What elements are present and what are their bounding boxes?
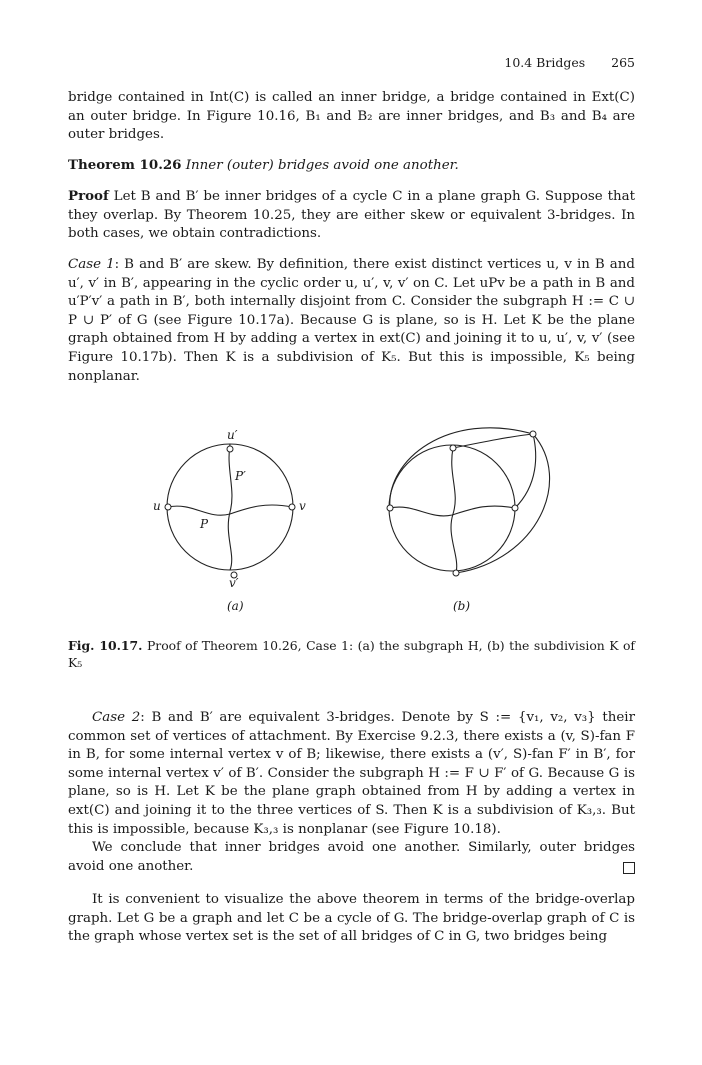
theorem-label: Theorem 10.26 [68,157,182,173]
proof-label: Proof [68,188,109,204]
edge-outer-u-prime [453,434,533,448]
label-v: v [299,499,306,513]
label-p: P [200,517,209,531]
vertex-v [289,504,295,510]
case-2-paragraph [68,709,635,876]
proof-paragraph [68,187,635,244]
label-v-prime: v′ [229,576,239,590]
label-u-prime: u′ [227,428,238,442]
figure-b-graph [387,428,550,613]
theorem-10-26 [68,156,635,176]
path-p-prime-b [451,448,457,573]
label-u: u [153,499,161,513]
label-p-prime: P′ [235,469,246,483]
vertex-u-prime-b [450,445,456,451]
figure-a-graph [153,428,306,613]
vertex-u-b [387,505,393,511]
case-1-label: Case 1 [68,257,115,272]
figure-10-17 [68,420,635,620]
vertex-u [165,504,171,510]
caption-text: Proof of Theorem 10.26, Case 1: (a) the subgraph H, (b) the subdivision K of K₅ [68,638,635,670]
subfigure-b-label: (b) [453,599,471,613]
running-header [504,55,635,70]
vertex-v-b [512,505,518,511]
case-2-label: Case 2 [92,710,141,725]
paragraph-intro: bridge contained in Int(C) is called an inner bridge, a bridge contained in Ext(C) an outer bridge. In Figure 10.16, B₁ and B₂ are inner bridges, and B₃ and B₄ are outer bridges. [68,90,635,143]
figure-caption [68,637,635,671]
subfigure-a-label: (a) [227,599,244,613]
path-p-prime [228,444,232,570]
theorem-statement: Inner (outer) bridges avoid one another. [185,158,459,173]
caption-label: Fig. 10.17. [68,638,143,653]
conclusion-text: We conclude that inner bridges avoid one another. Similarly, outer bridges avoid one another. [68,840,635,874]
case-2-text: : B and B′ are equivalent 3-bridges. Denote by S := {v₁, v₂, v₃} their common set of vertices of attachment. By Exercise 9.2.3, there exists a (v, S)-fan F in B, for some internal vertex v of B; likewise, there exists a (v′, S)-fan F′ in B′, for some internal vertex v′ of B′. Consider the subgraph H := F ∪ F′ of G. Because G is plane, so is H. Let K be the plane graph obtained from H by adding a vertex in ext(C) and joining it to the three vertices of S. Then K is a subdivision of K₃,₃. But this is impossible, because K₃,₃ is nonplanar (see Figure 10.18). [68,710,635,837]
vertex-v-prime-b [453,570,459,576]
proof-text: Let B and B′ be inner bridges of a cycle C in a plane graph G. Suppose that they overlap. By Theorem 10.25, they are either skew or equivalent 3-bridges. In both cases, we obtain contradictions. [68,189,635,242]
case-1-text: : B and B′ are skew. By definition, there exist distinct vertices u, v in B and u′, v′ in B′, appearing in the cyclic order u, u′, v, v′ on C. Let uPv be a path in B and u′P′v′ a path in B′, both internally disjoint from C. Consider the subgraph H := C ∪ P ∪ P′ of G (see Figure 10.17a). Because G is plane, so is H. Let K be the plane graph obtained from H by adding a vertex in ext(C) and joining it to u, u′, v, v′ (see Figure 10.17b). Then K is a subdivision of K₅. But this is impossible, K₅ being nonplanar. [68,257,635,384]
vertex-u-prime [227,446,233,452]
case-1-paragraph [68,256,635,386]
paragraph-bridge-overlap: It is convenient to visualize the above theorem in terms of the bridge-overlap graph. Let G be a graph and let C be a cycle of G. The bridge-overlap graph of C is the graph whose vertex set is the set of all bridges of C in G, two bridges being [68,892,635,945]
page-number: 265 [611,55,635,70]
edge-outer-u [390,428,533,508]
qed-symbol [623,862,635,874]
vertex-outer [530,431,536,437]
section-title: 10.4 Bridges [504,55,586,70]
edge-outer-v [515,434,536,508]
